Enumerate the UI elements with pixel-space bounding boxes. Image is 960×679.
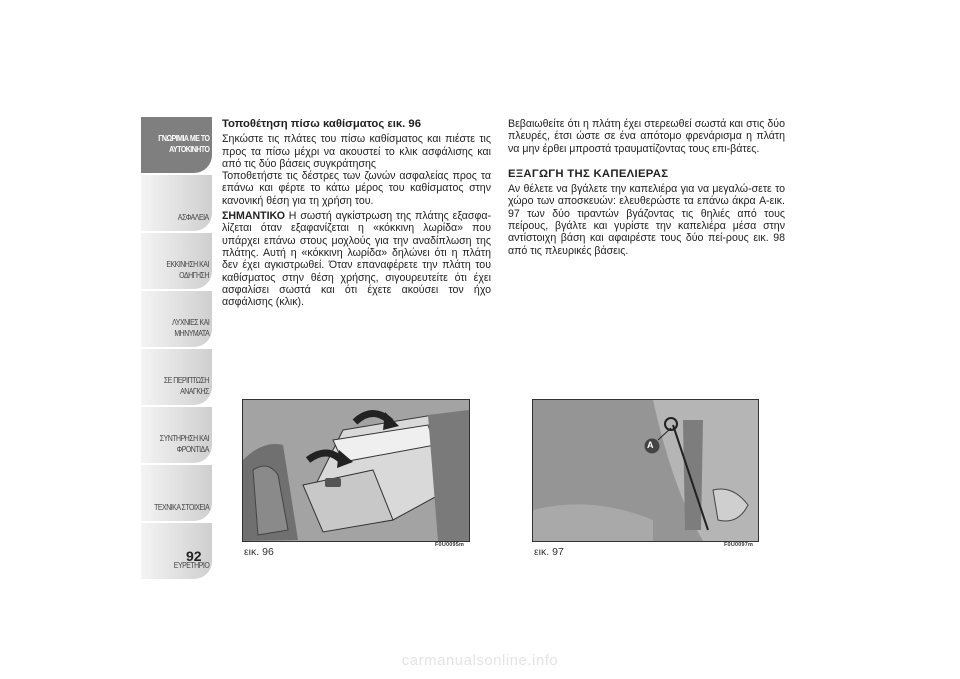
figure-97-caption: εικ. 97 bbox=[534, 546, 564, 558]
tab-label: ΛΥΧΝΙΕΣ ΚΑΙ ΜΗΝΥΜΑΤΑ bbox=[171, 317, 209, 338]
tab-getting-to-know-car[interactable] bbox=[141, 117, 212, 173]
figure-96-code: F0U0095m bbox=[435, 542, 465, 548]
figure-rear-seat-illustration bbox=[242, 399, 470, 542]
tab-label: ΑΣΦΑΛΕΙΑ bbox=[178, 212, 209, 222]
paragraph: Βεβαιωθείτε ότι η πλάτη έχει στερεωθεί σωστά και στις δύο πλευρές, έτσι ώστε σε ένα απότομο φρενάρισμα η πλάτη να μην έρθει μπροστά τραυματίζοντας τους επι-βάτες. bbox=[508, 118, 785, 155]
parcel-shelf-drawing bbox=[533, 400, 758, 541]
important-label: ΣΗΜΑΝΤΙΚΟ bbox=[222, 210, 285, 223]
tab-emergency[interactable] bbox=[141, 349, 212, 405]
page-number: 92 bbox=[186, 548, 202, 564]
tab-label: ΣΥΝΤΗΡΗΣΗ ΚΑΙ ΦΡΟΝΤΙΔΑ bbox=[159, 433, 209, 454]
tab-maintenance[interactable] bbox=[141, 407, 212, 463]
paragraph: Σηκώστε τις πλάτες του πίσω καθίσματος και πιέστε τις προς τα πίσω μέχρι να ακουστεί το κλικ ασφάλισης και από τις δύο βάσεις συγκράτησης bbox=[222, 133, 491, 170]
tab-warning-lights[interactable] bbox=[141, 291, 212, 347]
rear-seat-drawing bbox=[243, 400, 469, 541]
tab-label: ΕΥΡΕΤΗΡΙΟ bbox=[173, 560, 209, 570]
chapter-sidebar bbox=[141, 117, 212, 581]
important-note bbox=[222, 210, 491, 308]
important-text: Η σωστή αγκίστρωση της πλάτης εξασφα-λίζεται όταν εξαφανίζεται η «κόκκινη λωρίδα» που υπάρχει επάνω στους μοχλούς για την αναδίπλωση της πλάτης. Αυτή η «κόκκινη λωρίδα» δηλώνει ότι η πλάτη δεν έχει αγκιστρωθεί. Όταν επαναφέρετε την πλάτη του καθίσματος στην θέση χρήσης, σιγουρευτείτε ότι έχει ασφαλίσει σωστά και ότι έχετε ακούσει τον ήχο ασφάλισης (κλικ). bbox=[222, 210, 491, 309]
text-column-left bbox=[222, 118, 491, 308]
tab-label: ΕΚΚΙΝΗΣΗ ΚΑΙ ΟΔΗΓΗΣΗ bbox=[166, 259, 209, 280]
tab-starting-driving[interactable] bbox=[141, 233, 212, 289]
section-heading: ΕΞΑΓΩΓΗ ΤΗΣ ΚΑΠΕΛΙΕΡΑΣ bbox=[508, 167, 669, 180]
text-column-right bbox=[508, 118, 785, 257]
tab-technical-data[interactable] bbox=[141, 465, 212, 521]
tab-label: ΓΝΩΡΙΜΙΑ ΜΕ ΤΟ ΑΥΤΟΚΙΝΗΤΟ bbox=[157, 133, 209, 154]
paragraph: Αν θέλετε να βγάλετε την καπελιέρα για να μεγαλώ-σετε το χώρο των αποσκευών: ελευθερώστε τα επάνω άκρα A-εικ. 97 των δύο τιραντών βγάζοντας τις θηλιές από τους πείρους, βγάλτε και γυρίστε την καπελιέρα μέσα στην αντίστοιχη βάση και αφαιρέστε τους δύο πεί-ρους εικ. 98 από τις πλευρικές βάσεις. bbox=[508, 183, 785, 257]
tab-label: ΣΕ ΠΕΡΙΠΤΩΣΗ ΑΝΑΓΚΗΣ bbox=[164, 375, 209, 396]
figure-97-code: F0U0097m bbox=[724, 542, 754, 548]
watermark: carmanualsonline.info bbox=[401, 652, 559, 669]
tab-safety[interactable] bbox=[141, 175, 212, 231]
figure-96-caption: εικ. 96 bbox=[244, 546, 274, 558]
tab-label: ΤΕΧΝΙΚΑ ΣΤΟΙΧΕΙΑ bbox=[153, 502, 209, 512]
callout-a-label: A bbox=[647, 440, 654, 450]
section-heading: Τοποθέτηση πίσω καθίσματος εικ. 96 bbox=[222, 118, 421, 130]
paragraph: Τοποθετήστε τις δέστρες των ζωνών ασφαλείας προς τα επάνω και φέρτε το κάτω μέρος του καθίσματος στην κανονική θέση για τη χρήση του. bbox=[222, 170, 491, 207]
figure-parcel-shelf-illustration bbox=[532, 399, 759, 542]
